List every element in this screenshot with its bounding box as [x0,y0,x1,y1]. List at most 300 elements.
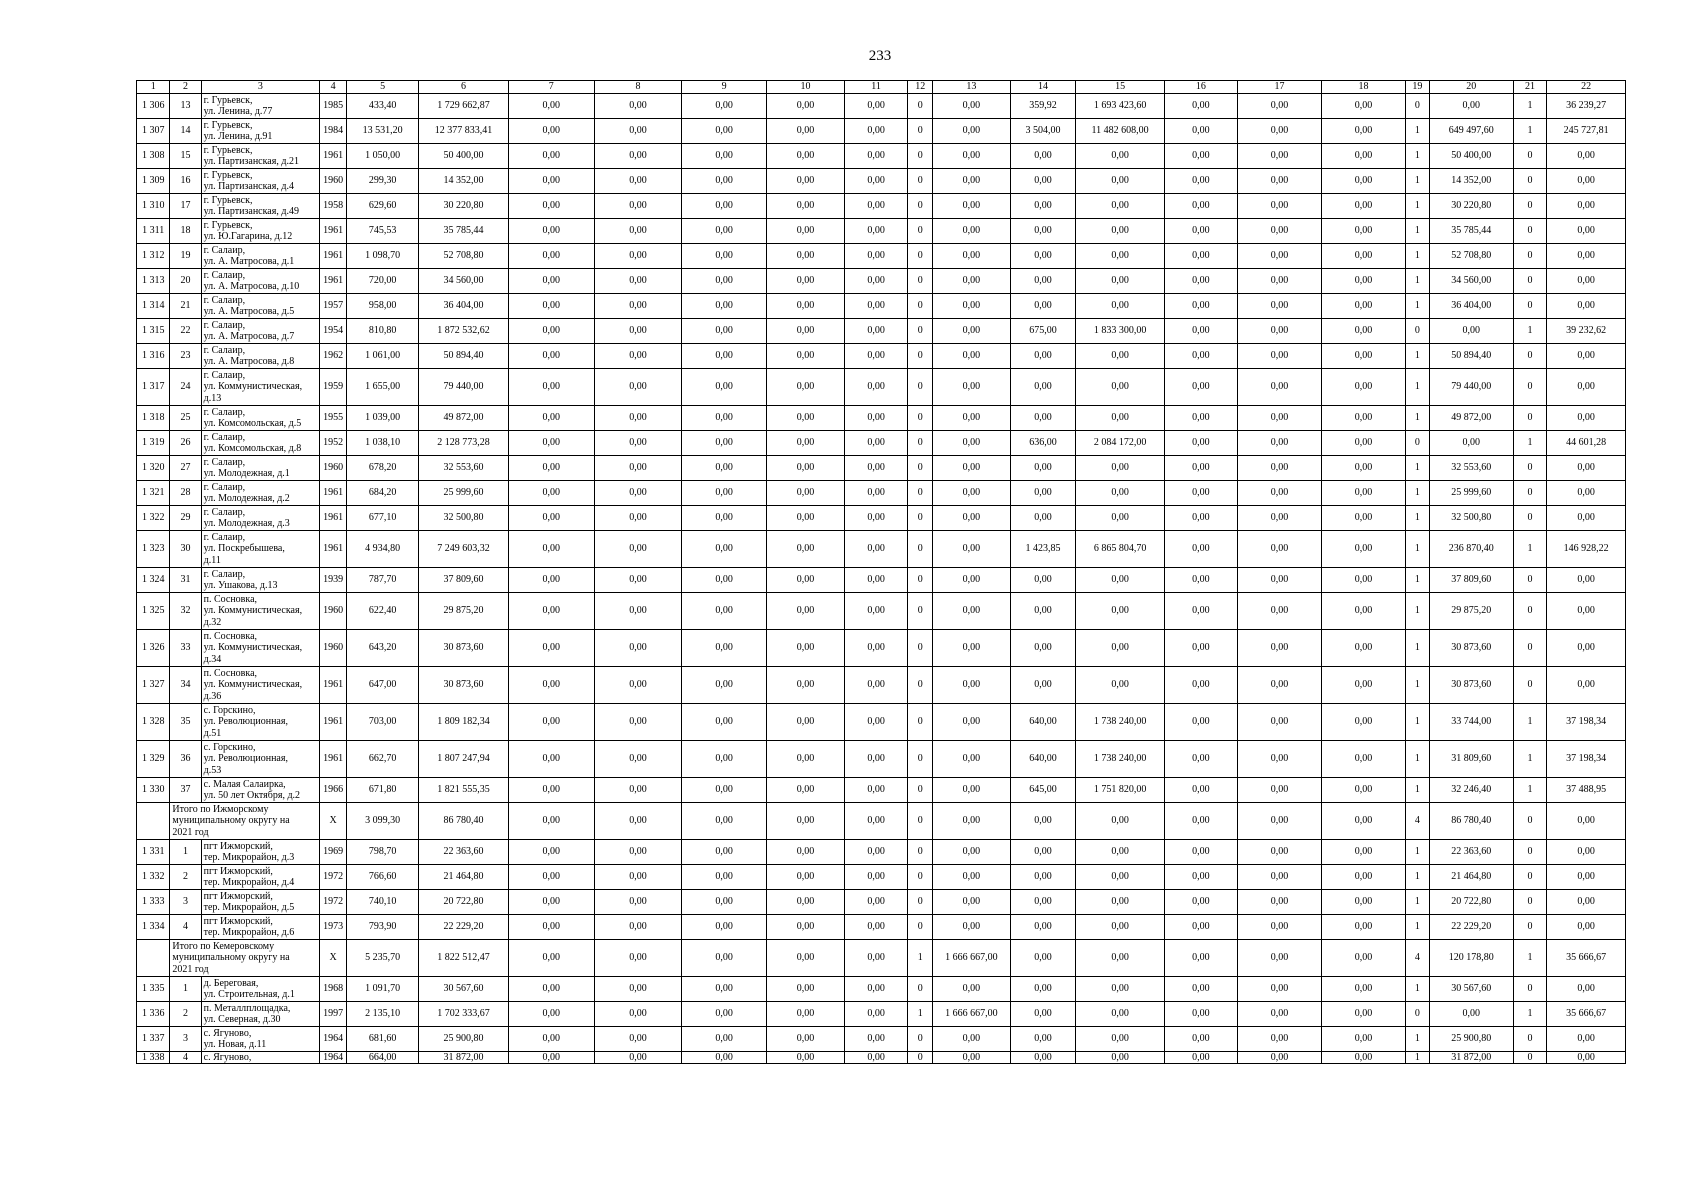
table-cell: 0,00 [1322,531,1406,568]
table-cell: 245 727,81 [1547,119,1626,144]
table-cell: 0,00 [1237,194,1321,219]
table-cell: 0,00 [844,319,908,344]
table-cell: 0,00 [767,704,845,741]
table-cell: 720,00 [347,269,419,294]
column-header: 21 [1513,81,1546,94]
table-cell: 0,00 [508,915,594,940]
table-cell: 0,00 [1237,319,1321,344]
table-cell: 1 331 [137,840,170,865]
address-cell: г. Салаир, ул. А. Матросова, д.5 [201,294,320,319]
table-cell: 0,00 [1237,169,1321,194]
table-cell: 0,00 [1010,940,1076,977]
table-row [137,840,1626,865]
table-cell: 0,00 [933,219,1011,244]
table-cell: 0,00 [844,531,908,568]
table-cell: 52 708,80 [1429,244,1513,269]
table-cell: 0,00 [1076,169,1164,194]
table-cell: 0 [908,369,933,406]
table-cell: 0 [1513,169,1546,194]
table-cell: 1955 [320,406,347,431]
table-cell: 0,00 [508,169,594,194]
table-cell: 649 497,60 [1429,119,1513,144]
table-cell: 0,00 [594,456,681,481]
table-cell: 0,00 [682,144,767,169]
table-cell: 1 091,70 [347,977,419,1002]
table-cell: 25 900,80 [419,1027,508,1052]
table-cell: 1 [1406,778,1430,803]
table-cell: 0,00 [1547,568,1626,593]
table-cell: 0 [908,194,933,219]
table-row [137,406,1626,431]
table-cell: 1969 [320,840,347,865]
table-cell: 0,00 [1237,369,1321,406]
table-cell: 0,00 [682,704,767,741]
table-cell: 0,00 [1076,890,1164,915]
table-cell: 1 [908,940,933,977]
page-number: 233 [868,48,892,64]
table-cell: 1 [1406,244,1430,269]
table-cell: 37 198,34 [1547,704,1626,741]
table-cell: 30 873,60 [419,667,508,704]
table-cell: 1 039,00 [347,406,419,431]
table-cell: 622,40 [347,593,419,630]
table-cell: 1 318 [137,406,170,431]
table-cell: 0,00 [844,244,908,269]
table-cell: 1 [1513,431,1546,456]
table-cell: 1972 [320,865,347,890]
table-cell: 1 [1406,144,1430,169]
table-cell: 1966 [320,778,347,803]
data-table [136,80,1626,1064]
table-cell: 0,00 [767,219,845,244]
table-cell: 0,00 [1322,630,1406,667]
table-cell: 0,00 [508,481,594,506]
table-cell: 0,00 [508,865,594,890]
table-cell: 50 894,40 [1429,344,1513,369]
table-cell: 810,80 [347,319,419,344]
table-cell: 26 [170,431,201,456]
table-cell: 0,00 [682,481,767,506]
table-cell: 0,00 [767,169,845,194]
table-cell: 0,00 [594,977,681,1002]
table-cell: 0,00 [1237,219,1321,244]
table-cell: 0,00 [1237,431,1321,456]
table-cell: 236 870,40 [1429,531,1513,568]
table-cell: 0,00 [1076,1027,1164,1052]
table-cell: 0 [1406,431,1430,456]
table-row [137,244,1626,269]
table-cell: 21 464,80 [1429,865,1513,890]
table-cell: 0 [908,119,933,144]
table-cell: 0,00 [844,194,908,219]
table-cell: 0,00 [682,194,767,219]
table-cell: 23 [170,344,201,369]
table-cell: 0,00 [508,1002,594,1027]
table-cell: 30 567,60 [419,977,508,1002]
table-cell: 1 329 [137,741,170,778]
table-cell: 0,00 [1164,169,1237,194]
table-cell: 0,00 [1076,506,1164,531]
table-row [137,456,1626,481]
table-cell: 1961 [320,144,347,169]
table-cell: 1985 [320,94,347,119]
table-cell: 120 178,80 [1429,940,1513,977]
table-cell: 4 [170,1052,201,1064]
table-row [137,481,1626,506]
table-cell: 0,00 [1010,840,1076,865]
table-cell: 0,00 [767,194,845,219]
table-cell: 1 328 [137,704,170,741]
table-cell: 0,00 [508,741,594,778]
table-cell: 0 [908,506,933,531]
table-cell: 31 872,00 [1429,1052,1513,1064]
address-cell: с. Ягуново, [201,1052,320,1064]
table-cell: 0,00 [594,915,681,940]
table-cell: 0,00 [508,803,594,840]
table-cell: 0,00 [682,630,767,667]
table-cell: 0,00 [767,144,845,169]
table-cell: 17 [170,194,201,219]
table-cell: 0,00 [1237,1027,1321,1052]
table-cell: 0,00 [1429,431,1513,456]
table-row [137,369,1626,406]
table-cell: 1 [1406,194,1430,219]
table-cell: 5 235,70 [347,940,419,977]
table-cell: 0,00 [1076,593,1164,630]
table-cell: 1 [1406,840,1430,865]
column-header: 8 [594,81,681,94]
table-cell: 0,00 [844,119,908,144]
table-cell: 0,00 [594,369,681,406]
table-cell: 1 833 300,00 [1076,319,1164,344]
table-cell: 1 314 [137,294,170,319]
table-cell: 662,70 [347,741,419,778]
table-cell: 25 999,60 [1429,481,1513,506]
table-cell: 0 [908,915,933,940]
table-cell: 0,00 [682,741,767,778]
address-cell: г. Гурьевск, ул. Партизанская, д.49 [201,194,320,219]
table-cell: 0,00 [933,593,1011,630]
table-cell: 0,00 [682,840,767,865]
table-cell: 0 [908,840,933,865]
table-cell: 0,00 [1322,144,1406,169]
table-cell: 0,00 [1547,344,1626,369]
table-cell: 0,00 [1547,890,1626,915]
table-cell: 0,00 [508,630,594,667]
table-cell: 1984 [320,119,347,144]
table-cell: 0,00 [508,778,594,803]
table-cell: 0 [1513,865,1546,890]
table-cell: 0,00 [844,481,908,506]
table-cell: 1 333 [137,890,170,915]
table-cell: 37 488,95 [1547,778,1626,803]
table-cell: 1972 [320,890,347,915]
table-cell: 0 [1513,219,1546,244]
table-cell: 0,00 [767,269,845,294]
table-cell: 0,00 [1010,865,1076,890]
table-cell: 684,20 [347,481,419,506]
table-cell: 0,00 [767,531,845,568]
table-cell: 12 377 833,41 [419,119,508,144]
table-cell: 0,00 [1547,593,1626,630]
table-cell: 0,00 [1164,865,1237,890]
table-cell: 1 310 [137,194,170,219]
column-header: 19 [1406,81,1430,94]
table-cell: 0,00 [1322,840,1406,865]
table-cell: 677,10 [347,506,419,531]
table-cell: 0,00 [594,94,681,119]
table-cell: 1 312 [137,244,170,269]
column-header: 17 [1237,81,1321,94]
table-cell: 0,00 [1237,890,1321,915]
table-cell: 1961 [320,741,347,778]
empty-cell [137,803,170,840]
table-cell: 0,00 [767,481,845,506]
table-cell: 1957 [320,294,347,319]
table-cell: 1 821 555,35 [419,778,508,803]
column-header: 1 [137,81,170,94]
table-cell: 0 [1513,369,1546,406]
table-cell: 0,00 [844,915,908,940]
table-cell: 0,00 [508,840,594,865]
table-cell: 0,00 [844,940,908,977]
table-cell: 0,00 [1322,94,1406,119]
table-cell: 1961 [320,244,347,269]
table-cell: 640,00 [1010,704,1076,741]
table-cell: 0 [1513,977,1546,1002]
table-cell: 0,00 [1010,915,1076,940]
table-cell: 0,00 [1076,456,1164,481]
table-row [137,890,1626,915]
table-cell: 1961 [320,667,347,704]
table-cell: 0,00 [1164,319,1237,344]
table-cell: 0,00 [1547,667,1626,704]
table-cell: 0,00 [1547,915,1626,940]
table-cell: 29 875,20 [419,593,508,630]
table-cell: 0,00 [1010,169,1076,194]
table-cell: 0,00 [1322,269,1406,294]
table-cell: 0,00 [1076,1002,1164,1027]
table-row [137,94,1626,119]
table-cell: 0,00 [1076,294,1164,319]
table-cell: 0,00 [767,506,845,531]
table-cell: 31 809,60 [1429,741,1513,778]
table-cell: 0,00 [1237,344,1321,369]
table-cell: 740,10 [347,890,419,915]
table-cell: 30 873,60 [419,630,508,667]
table-cell: 35 666,67 [1547,940,1626,977]
table-cell: 1973 [320,915,347,940]
table-cell: 0,00 [767,244,845,269]
table-cell: 0,00 [933,506,1011,531]
table-cell: 30 220,80 [419,194,508,219]
table-cell: 0,00 [1076,481,1164,506]
table-cell: 1962 [320,344,347,369]
table-cell: 0 [908,319,933,344]
table-cell: 1 [1406,890,1430,915]
table-cell: 0,00 [844,1002,908,1027]
address-cell: г. Салаир, ул. А. Матросова, д.10 [201,269,320,294]
table-cell: 0,00 [1547,144,1626,169]
table-cell: 0,00 [844,94,908,119]
table-cell: 0,00 [1010,667,1076,704]
table-cell: 0,00 [508,593,594,630]
column-header: 9 [682,81,767,94]
table-cell: 0,00 [508,667,594,704]
column-header: 4 [320,81,347,94]
table-cell: 16 [170,169,201,194]
table-cell: 0,00 [594,294,681,319]
table-cell: 0,00 [594,1002,681,1027]
table-cell: 0,00 [844,431,908,456]
table-cell: 0,00 [767,593,845,630]
table-cell: 0,00 [1547,456,1626,481]
table-cell: 0,00 [1322,915,1406,940]
table-cell: 0,00 [1164,406,1237,431]
address-cell: г. Салаир, ул. Молодежная, д.2 [201,481,320,506]
address-cell: г. Салаир, ул. Молодежная, д.3 [201,506,320,531]
table-cell: 0,00 [933,144,1011,169]
table-cell: 0,00 [1237,568,1321,593]
address-cell: пгт Ижморский, тер. Микрорайон, д.5 [201,890,320,915]
table-cell: 0,00 [1547,169,1626,194]
table-cell: 0,00 [508,1052,594,1064]
table-cell: 0,00 [1322,319,1406,344]
table-cell: 787,70 [347,568,419,593]
table-cell: 0,00 [1547,406,1626,431]
table-cell: 0,00 [508,294,594,319]
table-cell: 33 [170,630,201,667]
table-row [137,294,1626,319]
table-cell: 0,00 [1010,977,1076,1002]
address-cell: с. Горскино, ул. Революционная, д.51 [201,704,320,741]
table-cell: 0,00 [767,977,845,1002]
table-cell: 0,00 [682,667,767,704]
table-cell: 1 [1406,593,1430,630]
table-cell: 0,00 [844,977,908,1002]
table-cell: 0,00 [1164,704,1237,741]
table-cell: 0,00 [594,531,681,568]
table-cell: 1 702 333,67 [419,1002,508,1027]
table-cell: 0,00 [933,667,1011,704]
column-header: 12 [908,81,933,94]
table-cell: 34 560,00 [419,269,508,294]
table-row [137,531,1626,568]
table-cell: 22 363,60 [419,840,508,865]
table-cell: 11 482 608,00 [1076,119,1164,144]
table-cell: 675,00 [1010,319,1076,344]
address-cell: п. Сосновка, ул. Коммунистическая, д.32 [201,593,320,630]
table-cell: 0 [908,568,933,593]
table-cell: 1960 [320,593,347,630]
table-cell: 0,00 [594,319,681,344]
table-cell: 0,00 [767,294,845,319]
table-cell: 0,00 [767,630,845,667]
address-cell: пгт Ижморский, тер. Микрорайон, д.4 [201,865,320,890]
table-cell: 0,00 [1322,803,1406,840]
table-cell: 25 900,80 [1429,1027,1513,1052]
table-cell: 766,60 [347,865,419,890]
table-cell: 1 [1513,1002,1546,1027]
table-cell: 0,00 [933,344,1011,369]
table-cell: 0,00 [1076,803,1164,840]
table-cell: 1 807 247,94 [419,741,508,778]
table-cell: 30 [170,531,201,568]
table-cell: 0,00 [508,531,594,568]
table-cell: 0,00 [844,1027,908,1052]
table-cell: 0 [908,741,933,778]
table-cell: 0,00 [844,630,908,667]
table-cell: 6 865 804,70 [1076,531,1164,568]
table-cell: 1 [1406,630,1430,667]
table-cell: 1960 [320,169,347,194]
table-cell: 0,00 [1010,269,1076,294]
table-cell: 0,00 [682,94,767,119]
table-cell: 0,00 [594,1052,681,1064]
table-cell: 0,00 [933,319,1011,344]
table-cell: 1 [1406,667,1430,704]
table-cell: 0,00 [594,940,681,977]
address-cell: г. Салаир, ул. А. Матросова, д.1 [201,244,320,269]
table-cell: 0,00 [1322,1052,1406,1064]
table-cell: 1 [1406,456,1430,481]
table-cell: 0 [908,865,933,890]
table-cell: 0,00 [844,593,908,630]
table-cell: 1952 [320,431,347,456]
table-cell: 0,00 [1076,915,1164,940]
table-cell: 30 567,60 [1429,977,1513,1002]
table-cell: 20 722,80 [419,890,508,915]
table-cell: 1 [1406,481,1430,506]
table-cell: 0 [1513,890,1546,915]
column-header: 13 [933,81,1011,94]
table-cell: 745,53 [347,219,419,244]
table-cell: 0 [908,481,933,506]
table-cell: 1 [1406,506,1430,531]
table-cell: 0,00 [508,940,594,977]
table-cell: 35 [170,704,201,741]
table-cell: 0,00 [1076,977,1164,1002]
table-cell: 31 872,00 [419,1052,508,1064]
table-cell: 34 560,00 [1429,269,1513,294]
table-cell: 0,00 [1237,915,1321,940]
table-cell: 1 [1406,406,1430,431]
table-cell: 798,70 [347,840,419,865]
table-cell: 0,00 [933,803,1011,840]
table-cell: 0,00 [844,741,908,778]
table-cell: 0,00 [933,741,1011,778]
table-cell: 671,80 [347,778,419,803]
table-cell: 1 311 [137,219,170,244]
table-cell: 1 334 [137,915,170,940]
table-cell: 1 809 182,34 [419,704,508,741]
address-cell: п. Металлплощадка, ул. Северная, д.30 [201,1002,320,1027]
table-cell: 0,00 [767,94,845,119]
table-cell: 0,00 [682,1027,767,1052]
table-cell: 0,00 [1010,406,1076,431]
table-cell: 0,00 [1322,344,1406,369]
table-cell: 0,00 [508,344,594,369]
column-header: 10 [767,81,845,94]
table-cell: 636,00 [1010,431,1076,456]
table-cell: 0,00 [844,667,908,704]
table-cell: 0,00 [1322,294,1406,319]
table-cell: 86 780,40 [419,803,508,840]
table-cell: 0,00 [933,977,1011,1002]
table-cell: 0,00 [1547,1052,1626,1064]
table-cell: 1 666 667,00 [933,1002,1011,1027]
table-row [137,431,1626,456]
